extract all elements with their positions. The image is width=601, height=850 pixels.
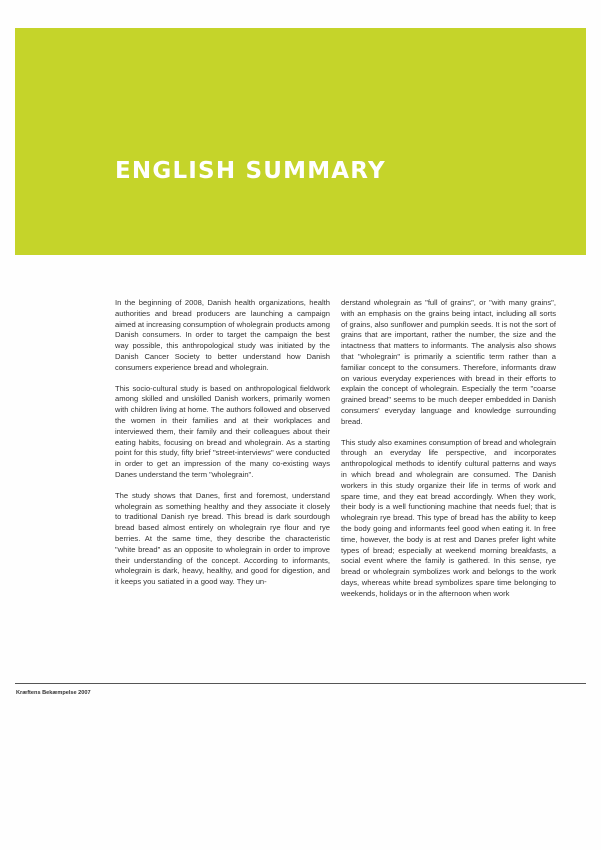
right-text-column bbox=[341, 298, 556, 610]
paragraph: derstand wholegrain as "full of grains", or "with many grains", with an emphasis on the grains being intact, including all sorts of grains, also sunflower and pumpkin seeds. It is not the sort of grains that are important, rather the number, the size and the intactness that matters to informants. The analysis also shows that "wholegrain" is primarily a scientific term rather than a familiar concept to the consumers. Therefore, informants draw on various everyday experiences with bread in their efforts to explain the concept of wholegrain. Especially the term "coarse grained bread" seems to be much deeper embedded in Danish consumers' everyday language and knowledge surrounding bread. bbox=[341, 298, 556, 426]
left-text-column bbox=[115, 298, 330, 598]
paragraph: In the beginning of 2008, Danish health organizations, health authorities and bread producers are launching a campaign aimed at increasing consumption of wholegrain products among Danish consumers. In order to target the campaign the best way possible, this anthropological study was initiated by the Danish Cancer Society to better understand how Danish consumers experience bread and wholegrain. bbox=[115, 298, 330, 372]
paragraph: The study shows that Danes, first and foremost, understand wholegrain as something healthy and they associate it closely to traditional Danish rye bread. This bread is dark sourdough bread based almost entirely on wholegrain rye flour and rye berries. At the same time, they describe the characteristic "white bread" as an opposite to wholegrain in order to improve their understanding of the concept. According to informants, wholegrain is dark, heavy, healthy, and good for digestion, and it keeps you satiated in a good way. They un- bbox=[115, 490, 330, 587]
footer-publisher: Kræftens Bekæmpelse 2007 bbox=[16, 690, 91, 696]
paragraph: This socio-cultural study is based on anthropological fieldwork among skilled and unskilled Danish workers, primarily women with children living at home. The authors followed and observed the women in their families and at their workplaces and interviewed them, their family and their colleagues about their eating habits, focusing on bread and wholegrain. As a starting point for this study, fifty brief "street-interviews" were conducted in order to get an impression of the many co-existing ways Danes understand the term "wholegrain". bbox=[115, 383, 330, 479]
page-title: ENGLISH SUMMARY bbox=[115, 158, 386, 184]
header-banner bbox=[15, 28, 586, 255]
paragraph: This study also examines consumption of bread and wholegrain through an everyday life perspective, and incorporates anthropological methods to identify cultural patterns and ways in which bread and wholegrain are consumed. The Danish workers in this study organize their life in terms of work and spare time, and they eat bread accordingly. When they work, their body is a well functioning machine that needs fuel; that is wholegrain rye bread. This type of bread has the ability to keep the body going and informants feel good when eating it. In free time, however, the body is at rest and Danes prefer light white types of bread; especially at weekend morning breakfasts, a social event where the family is gathered. In this sense, rye bread or wholegrain symbolizes work and belongs to the work days, whereas white bread symbolizes spare time belonging to weekends, holidays or in the afternoon when work bbox=[341, 437, 556, 598]
footer-divider bbox=[15, 683, 586, 684]
